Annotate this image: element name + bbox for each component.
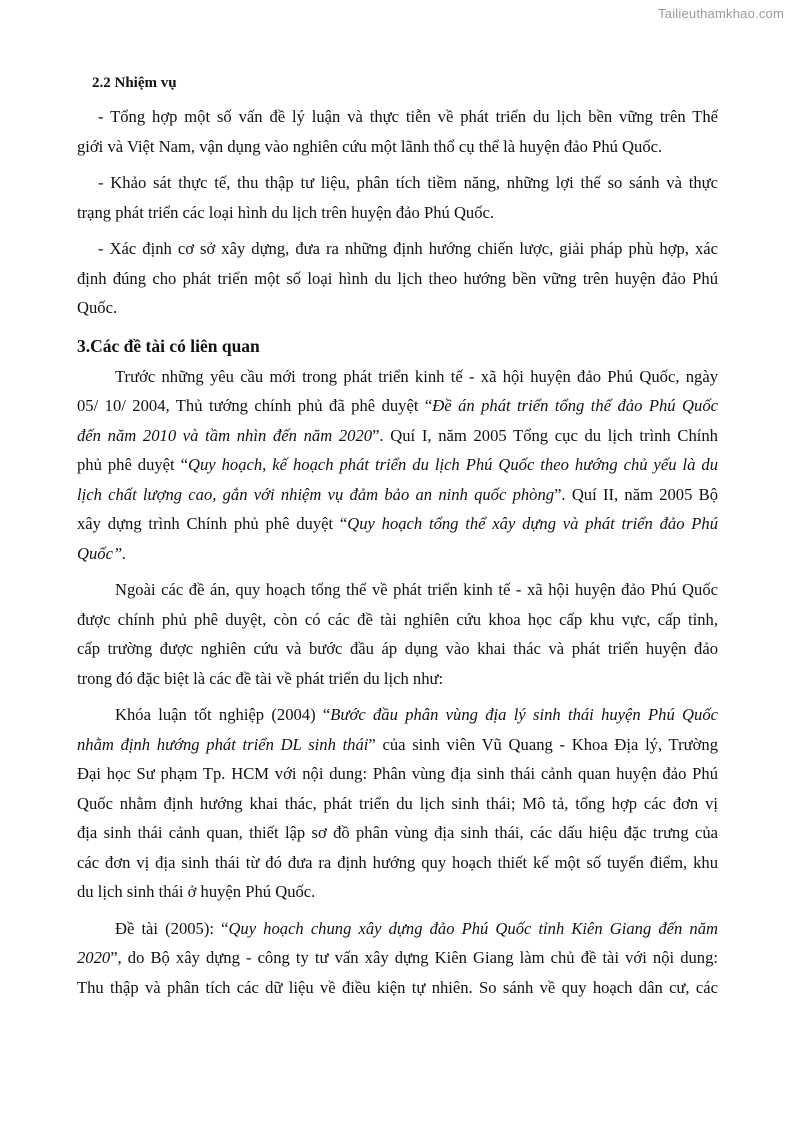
paragraph-line: giới và Việt Nam, vận dụng vào nghiên cứu một lãnh thổ cụ thể là huyện đảo Phú Quốc. bbox=[77, 136, 663, 156]
paragraph-line: địa sinh thái cảnh quan, thiết lập sơ đồ phân vùng địa sinh thái, các dấu hiệu đặc trưng của bbox=[77, 823, 718, 842]
paragraph-line: phủ phê duyệt “Quy hoạch, kế hoạch phát triển du lịch Phú Quốc theo hướng chủ yếu là du bbox=[77, 455, 719, 474]
paragraph-line: trong đó đặc biệt là các đề tài về phát triển du lịch như: bbox=[77, 668, 444, 688]
paragraph-line: du lịch sinh thái ở huyện Phú Quốc. bbox=[77, 882, 316, 901]
paragraph-line: 2020”, do Bộ xây dựng - công ty tư vấn xây dựng Kiên Giang làm chủ đề tài với nội dung: bbox=[77, 948, 718, 967]
paragraph-line: Đề tài (2005): “Quy hoạch chung xây dựng đảo Phú Quốc tỉnh Kiên Giang đến năm bbox=[115, 918, 718, 938]
paragraph-line: Quốc. bbox=[77, 298, 118, 317]
paragraph-line: được chính phủ phê duyệt, còn có các đề tài nghiên cứu khoa học cấp khu vực, cấp tỉnh, bbox=[77, 609, 718, 629]
paragraph-line: cấp trường được nghiên cứu và bước đầu áp dụng vào khai thác và phát triển huyện đảo bbox=[77, 639, 718, 658]
paragraph-line: đến năm 2010 và tầm nhìn đến năm 2020”. Quí I, năm 2005 Tổng cục du lịch trình Chính bbox=[77, 425, 718, 445]
paragraph-line: trạng phát triển các loại hình du lịch trên huyện đảo Phú Quốc. bbox=[77, 202, 495, 222]
paragraph-line: - Tổng hợp một số vấn đề lý luận và thực tiễn về phát triển du lịch bền vững trên Thế bbox=[98, 107, 718, 126]
paragraph-line: nhằm định hướng phát triển DL sinh thái” của sinh viên Vũ Quang - Khoa Địa lý, Trường bbox=[77, 734, 718, 754]
section-heading-2-2: 2.2 Nhiệm vụ bbox=[92, 75, 177, 91]
paragraph-line: các đơn vị địa sinh thái từ đó đưa ra định hướng quy hoạch thiết kế một số tuyến điểm, khu bbox=[77, 852, 718, 872]
paragraph-line: - Khảo sát thực tế, thu thập tư liệu, phân tích tiềm năng, những lợi thế so sánh và thực bbox=[98, 173, 718, 192]
paragraph-line: Quốc nhằm định hướng khai thác, phát triển du lịch sinh thái; Mô tả, tổng hợp các đơn vị bbox=[77, 793, 718, 813]
paragraph-line: định đúng cho phát triển một số loại hình du lịch theo hướng bền vững trên huyện đảo Phú bbox=[77, 268, 718, 288]
paragraph-line: Ngoài các đề án, quy hoạch tổng thể về phát triển kinh tế - xã hội huyện đảo Phú Quốc bbox=[115, 580, 718, 599]
watermark: Tailieuthamkhao.com bbox=[658, 6, 784, 21]
paragraph-line: Quốc”. bbox=[77, 543, 127, 563]
section-heading-3: 3.Các đề tài có liên quan bbox=[77, 335, 260, 356]
paragraph-line: lịch chất lượng cao, gắn với nhiệm vụ đảm bảo an ninh quốc phòng”. Quí II, năm 2005 Bộ bbox=[77, 484, 718, 504]
paragraph-line: - Xác định cơ sở xây dựng, đưa ra những định hướng chiến lược, giải pháp phù hợp, xác bbox=[98, 239, 718, 258]
paragraph-line: Trước những yêu cầu mới trong phát triển kinh tế - xã hội huyện đảo Phú Quốc, ngày bbox=[115, 366, 718, 386]
paragraph-line: Khóa luận tốt nghiệp (2004) “Bước đầu phân vùng địa lý sinh thái huyện Phú Quốc bbox=[115, 705, 718, 724]
paragraph-line: Đại học Sư phạm Tp. HCM với nội dung: Phân vùng địa sinh thái cảnh quan huyện đảo Phú bbox=[77, 764, 718, 783]
paragraph-line: Thu thập và phân tích các dữ liệu về điều kiện tự nhiên. So sánh về quy hoạch dân cư, các bbox=[77, 977, 718, 997]
paragraph-line: 05/ 10/ 2004, Thủ tướng chính phủ đã phê duyệt “Đề án phát triển tổng thể đảo Phú Quốc bbox=[77, 396, 718, 415]
paragraph-line: xây dựng trình Chính phủ phê duyệt “Quy hoạch tổng thể xây dựng và phát triển đảo Phú bbox=[77, 514, 718, 533]
document-page bbox=[77, 68, 718, 1002]
